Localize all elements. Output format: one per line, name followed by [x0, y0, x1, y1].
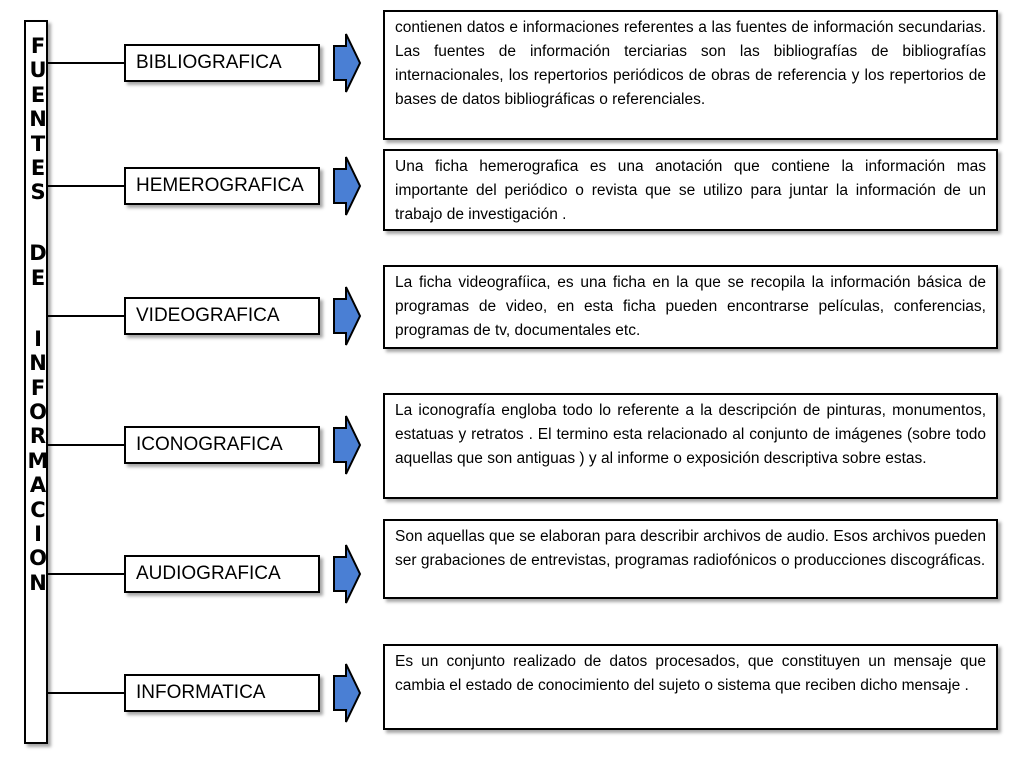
title-letter: I: [34, 326, 42, 351]
title-letter: N: [29, 570, 47, 595]
vertical-title-bar: [24, 20, 48, 744]
title-letter: A: [29, 473, 47, 498]
source-label-videografica: VIDEOGRAFICA: [124, 297, 320, 335]
title-letter: I: [34, 522, 42, 546]
source-label-bibliografica: BIBLIOGRAFICA: [124, 44, 320, 82]
title-letter: N: [29, 107, 47, 132]
right-arrow-icon: [332, 32, 362, 94]
title-letter: O: [29, 546, 47, 571]
source-label-informatica: INFORMATICA: [124, 674, 320, 712]
title-letter: U: [29, 58, 47, 83]
right-arrow-icon: [332, 285, 362, 347]
source-description: Una ficha hemerografica es una anotación que contiene la información mas importante del periódico o revista que se utilizo para juntar la información de un trabajo de investigación .: [383, 149, 998, 231]
title-letter: M: [27, 448, 49, 473]
right-arrow-icon: [332, 543, 362, 605]
source-description: La ficha videografíica, es una ficha en la que se recopila la información básica de programas de video, en esta ficha pueden encontrarse películas, conferencias, programas de tv, documentales etc.: [383, 265, 998, 349]
title-letter: E: [30, 265, 46, 290]
connector-line: [48, 692, 124, 694]
title-letter: T: [30, 131, 46, 156]
connector-line: [48, 315, 124, 317]
right-arrow-icon: [332, 414, 362, 476]
title-letter: O: [29, 400, 47, 424]
title-letter: N: [29, 351, 47, 376]
source-description: contienen datos e informaciones referentes a las fuentes de información secundarias. Las fuentes de información terciarias son las bibliografías de bibliografías internacionales, los repertorios periódicos de obras de referencia y los repertorios de bases de datos bibliográficas o referenciales.: [383, 10, 998, 140]
source-label-hemerografica: HEMEROGRAFICA: [124, 167, 320, 205]
title-letter: E: [30, 156, 46, 180]
connector-line: [48, 185, 124, 187]
title-letter: C: [30, 497, 46, 522]
source-label-audiografica: AUDIOGRAFICA: [124, 555, 320, 593]
right-arrow-icon: [332, 155, 362, 217]
title-letter: E: [30, 82, 46, 107]
connector-line: [48, 62, 124, 64]
title-letter: R: [29, 424, 47, 449]
connector-line: [48, 444, 124, 446]
title-letter: S: [30, 180, 46, 205]
title-letter: F: [30, 375, 46, 400]
source-description: La iconografía engloba todo lo referente a la descripción de pinturas, monumentos, estatuas y retratos . El termino esta relacionado al conjunto de imágenes (sobre todo aquellas que son antiguas ) y al informe o exposición descriptiva sobre estas.: [383, 393, 998, 499]
connector-line: [48, 573, 124, 575]
title-letter: F: [30, 34, 46, 58]
title-letter: D: [29, 241, 47, 266]
source-description: Es un conjunto realizado de datos procesados, que constituyen un mensaje que cambia el estado de conocimiento del sujeto o sistema que reciben dicho mensaje .: [383, 644, 998, 730]
right-arrow-icon: [332, 662, 362, 724]
source-description: Son aquellas que se elaboran para describir archivos de audio. Esos archivos pueden ser grabaciones de entrevistas, programas radiofónicos o producciones discográficas.: [383, 519, 998, 599]
source-label-iconografica: ICONOGRAFICA: [124, 426, 320, 464]
